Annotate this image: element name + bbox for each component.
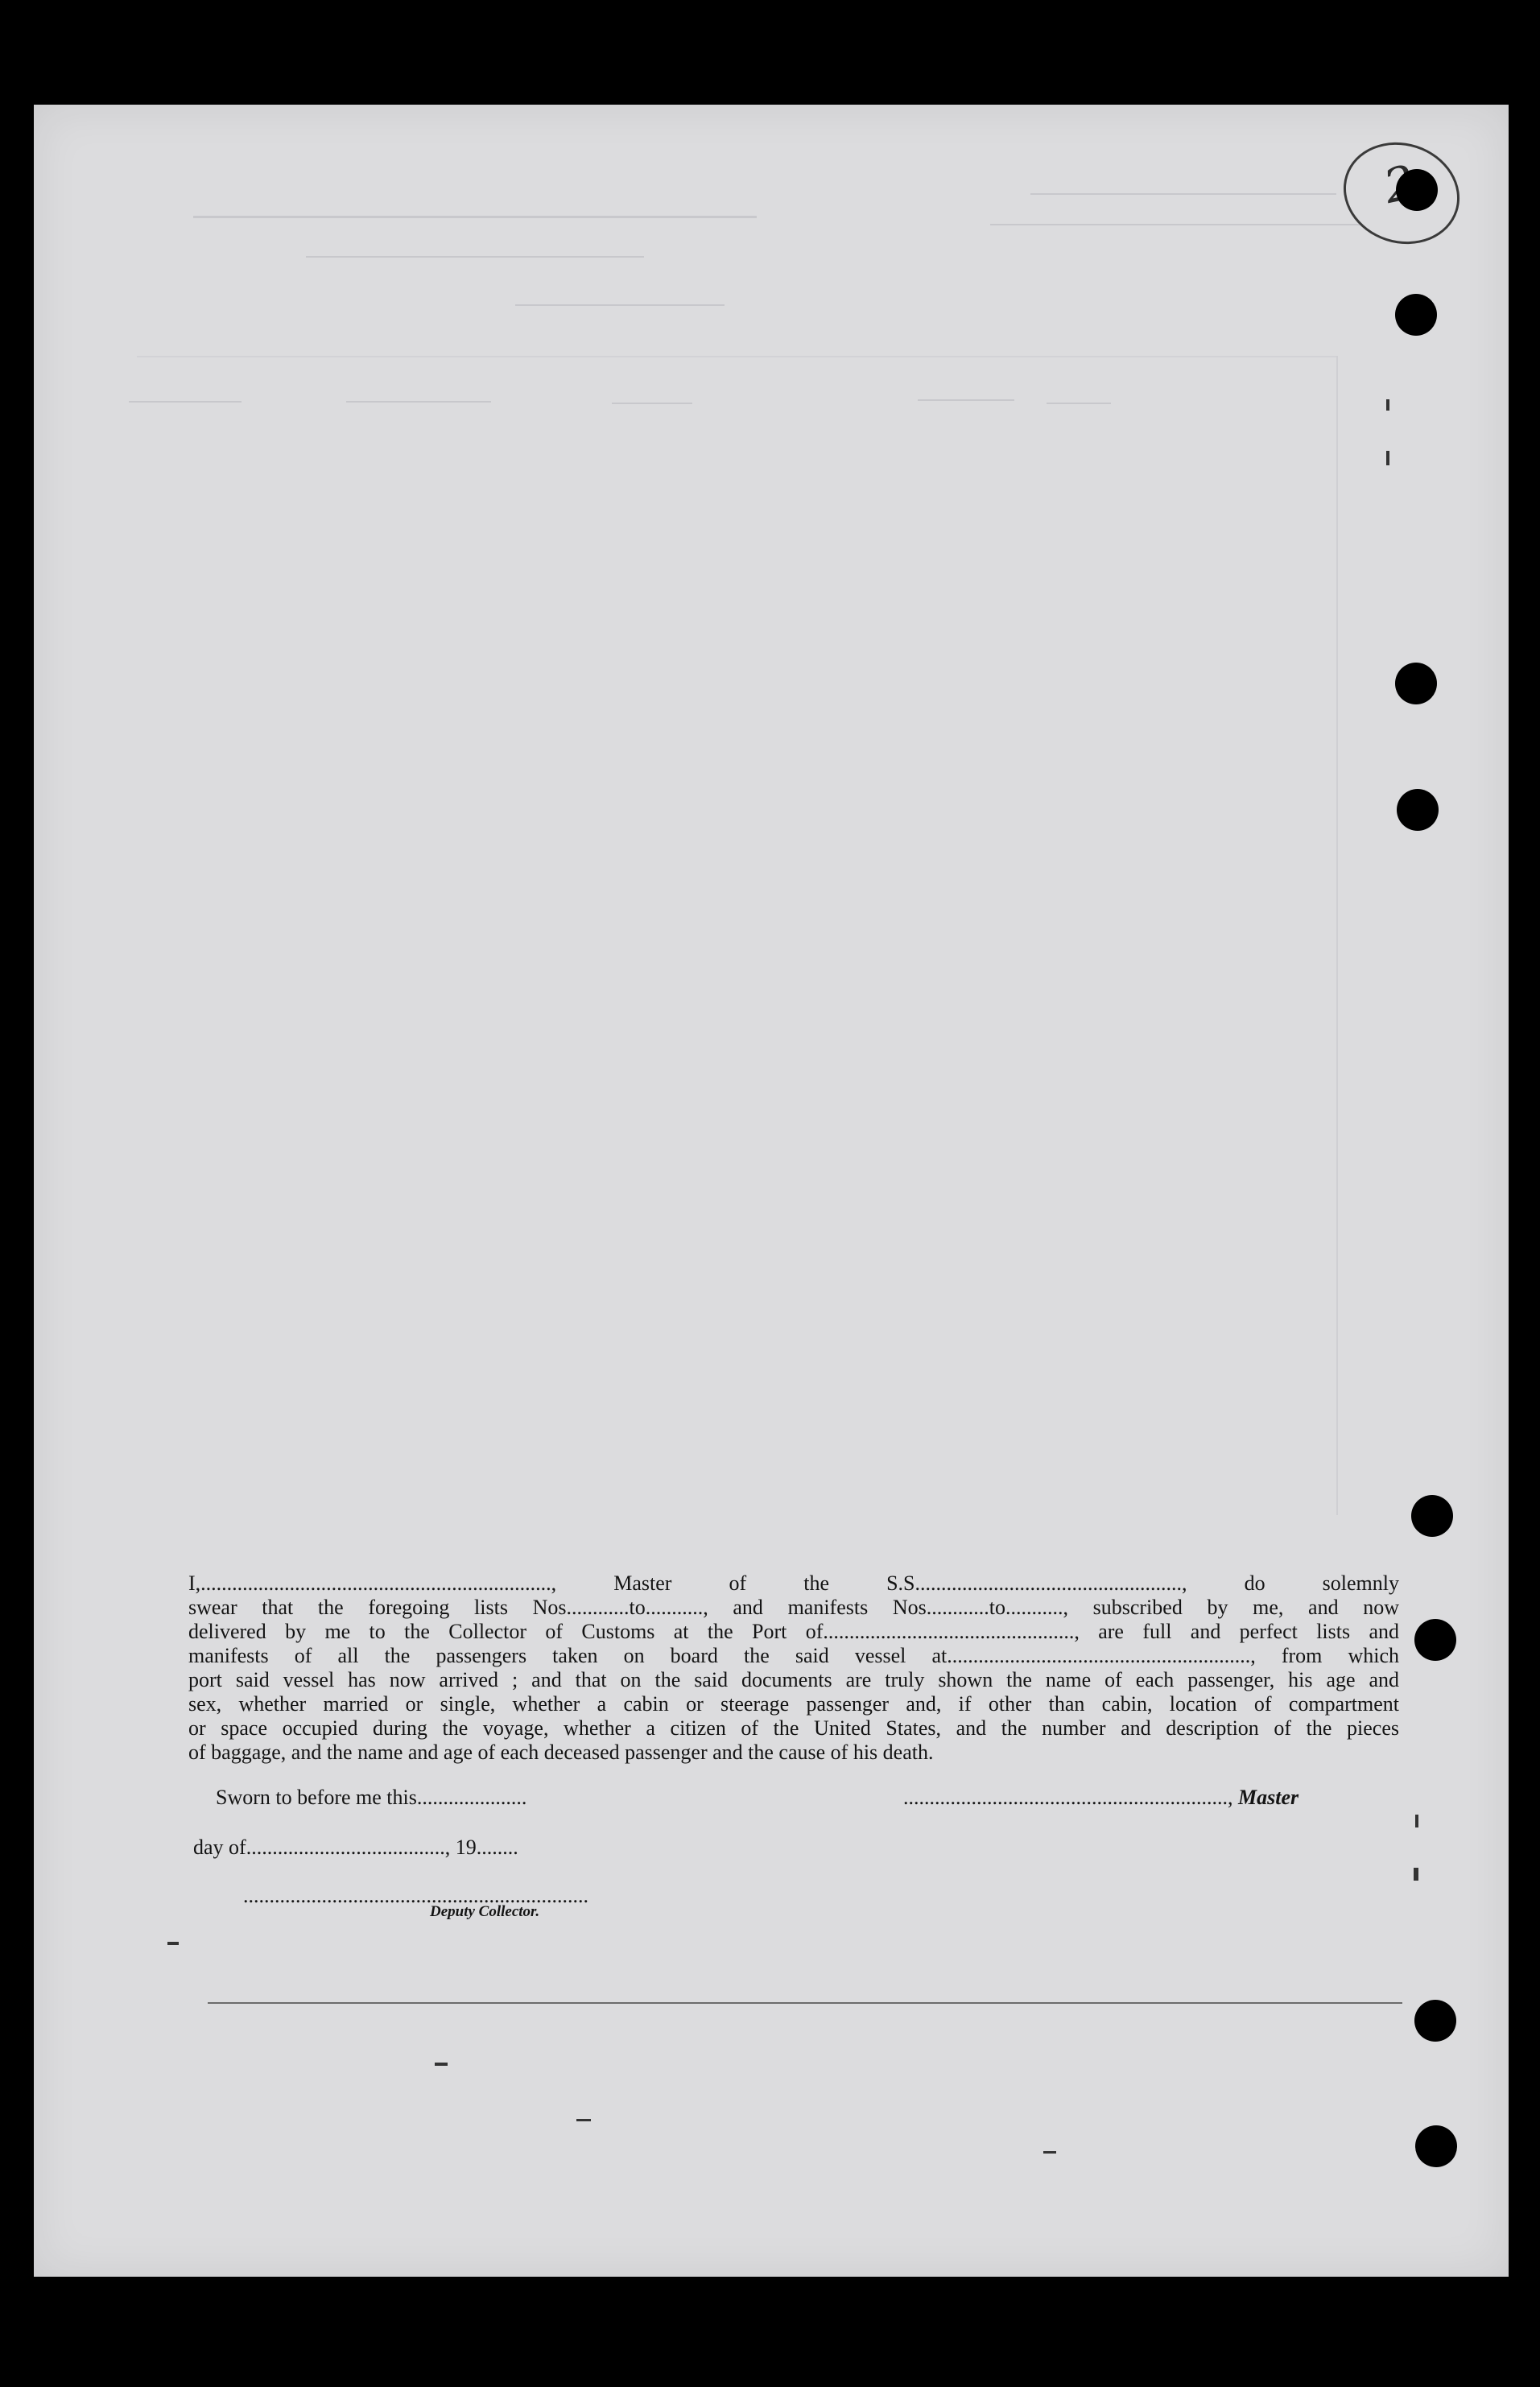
punch-hole bbox=[1414, 1619, 1456, 1661]
faded-subheader-band bbox=[306, 256, 644, 258]
oath-line: port said vessel has now arrived ; and that on the said documents are truly shown the name of each passenger, his age and bbox=[188, 1668, 1399, 1691]
faded-subheader-band bbox=[515, 304, 725, 306]
oath-line: of baggage, and the name and age of each deceased passenger and the cause of his death. bbox=[188, 1741, 934, 1764]
master-label: Master bbox=[1238, 1786, 1299, 1809]
oath-line: I,..................................................................., Master of the S.S..................................................., do solemnly bbox=[188, 1571, 1399, 1595]
bottom-divider-rule bbox=[208, 2002, 1402, 2004]
faded-column-head bbox=[612, 403, 692, 404]
punch-hole bbox=[1395, 663, 1437, 704]
deputy-signature-blank: .................................................................. bbox=[243, 1884, 588, 1907]
faded-header-band bbox=[1030, 193, 1336, 195]
oath-line: manifests of all the passengers taken on board the said vessel at.........................................................., from which bbox=[188, 1644, 1399, 1667]
faded-column-head bbox=[129, 401, 242, 403]
oath-paragraph bbox=[188, 1571, 1399, 1765]
faded-table-rule bbox=[137, 356, 1336, 357]
faded-table-border bbox=[1336, 356, 1338, 1515]
ink-speck bbox=[167, 1942, 179, 1945]
deputy-collector-label: Deputy Collector. bbox=[430, 1903, 540, 1920]
ink-speck bbox=[435, 2063, 448, 2066]
ink-speck bbox=[1415, 1815, 1418, 1827]
punch-hole bbox=[1395, 294, 1437, 336]
ink-speck bbox=[1043, 2151, 1056, 2154]
master-signature-blank: .............................................................., bbox=[903, 1786, 1233, 1809]
faded-column-head bbox=[918, 399, 1014, 401]
faded-column-head bbox=[1047, 403, 1111, 404]
punch-hole bbox=[1396, 169, 1438, 211]
master-signature-line bbox=[903, 1786, 1298, 1810]
faded-column-head bbox=[346, 401, 491, 403]
oath-line: sex, whether married or single, whether a cabin or steerage passenger and, if other than cabin, location of compartment bbox=[188, 1692, 1399, 1716]
oath-line: delivered by me to the Collector of Customs at the Port of................................................, are full and perfect lists and bbox=[188, 1620, 1399, 1643]
manifest-paper-sheet bbox=[34, 105, 1509, 2277]
faded-header-band bbox=[193, 216, 757, 218]
punch-hole bbox=[1415, 2125, 1457, 2167]
sworn-before-line: Sworn to before me this..................... bbox=[216, 1786, 527, 1809]
punch-hole bbox=[1411, 1495, 1453, 1537]
oath-line: or space occupied during the voyage, whether a citizen of the United States, and the number and description of the pieces bbox=[188, 1716, 1399, 1740]
day-of-line: day of......................................, 19........ bbox=[193, 1836, 518, 1859]
faded-header-band bbox=[990, 224, 1360, 225]
oath-line: swear that the foregoing lists Nos............to..........., and manifests Nos............to..........., subscribed by me, and now bbox=[188, 1596, 1399, 1619]
ink-speck bbox=[1386, 399, 1389, 411]
ink-speck bbox=[1414, 1868, 1418, 1881]
punch-hole bbox=[1414, 2000, 1456, 2042]
ink-speck bbox=[1386, 451, 1389, 465]
ink-speck bbox=[576, 2119, 591, 2121]
punch-hole bbox=[1397, 789, 1439, 831]
